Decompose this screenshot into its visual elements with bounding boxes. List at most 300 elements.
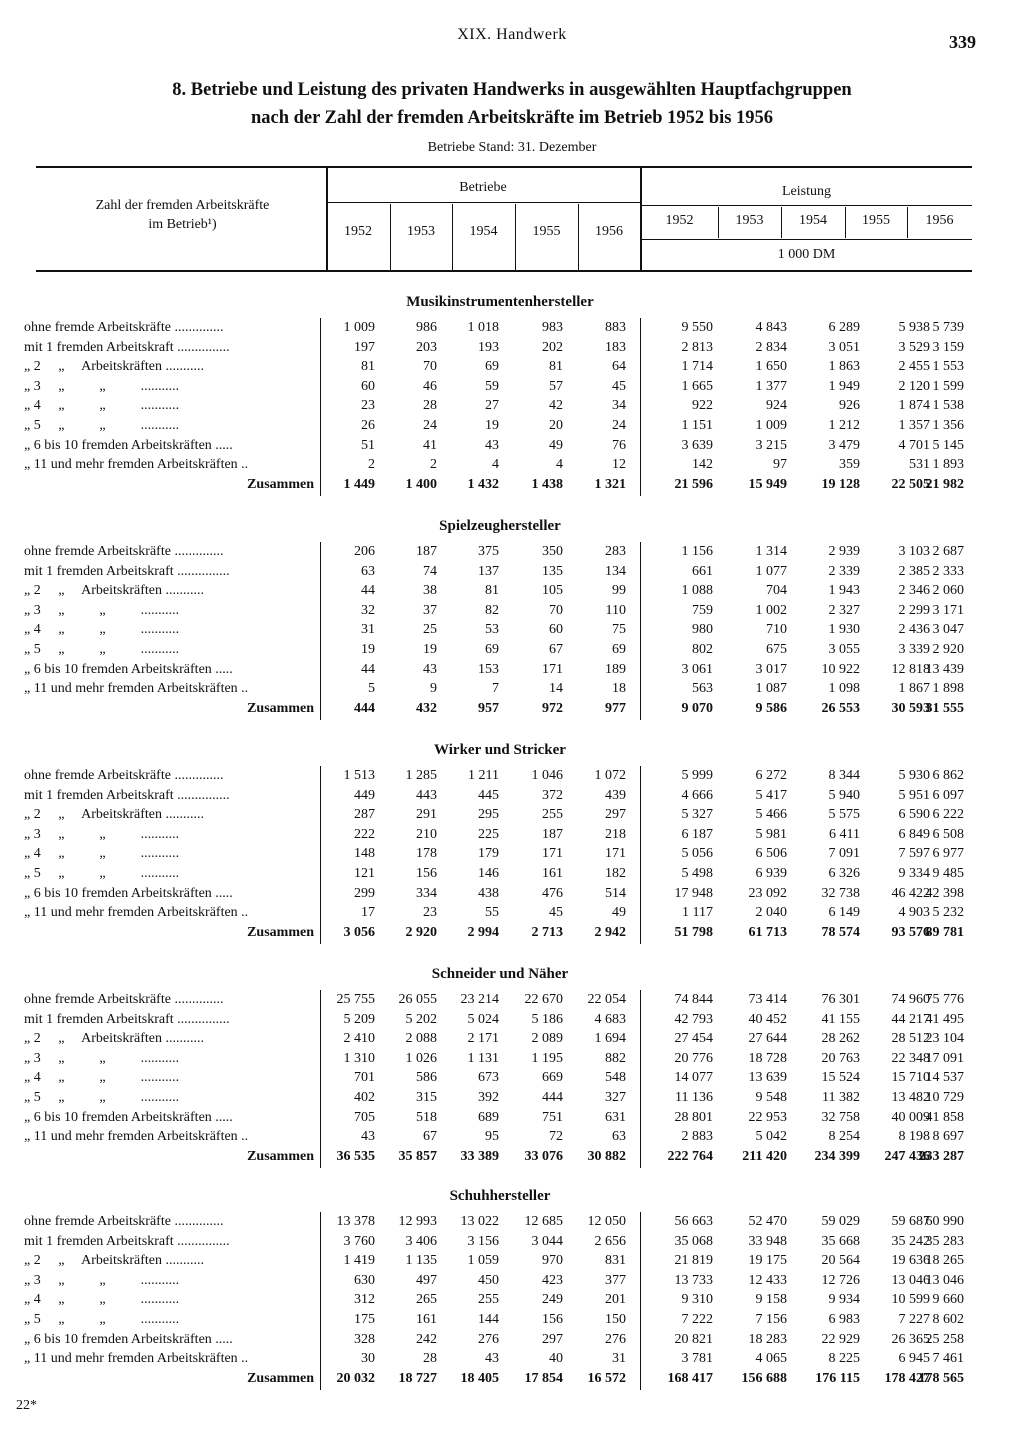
table-cell: 110 (605, 602, 626, 618)
table-cell: 56 663 (674, 1214, 713, 1229)
table-cell: 74 844 (674, 992, 713, 1007)
table-cell: 19 (485, 418, 499, 433)
table-cell: 7 227 (898, 1312, 930, 1327)
table-cell: 2 656 (594, 1233, 626, 1249)
table-cell: 30 (361, 1351, 375, 1367)
table-cell: 150 (605, 1312, 626, 1327)
row-label: „ 3 „ „ ........... (24, 826, 180, 842)
table-cell: 4 (556, 457, 563, 473)
table-cell: 40 452 (748, 1011, 787, 1027)
row-label: „ 3 „ „ ........... (24, 1272, 180, 1288)
table-cell: 13 482 (891, 1090, 930, 1105)
running-head: XIX. Handwerk (457, 26, 567, 43)
total-cell: 9 070 (681, 700, 713, 716)
row-label: „ 3 „ „ ........... (24, 602, 180, 618)
table-cell: 287 (354, 807, 375, 823)
table-cell: 75 776 (925, 992, 964, 1007)
header-col-rule (390, 204, 391, 270)
table-cell: 19 175 (748, 1253, 787, 1269)
table-cell: 439 (605, 787, 626, 803)
table-cell: 6 289 (828, 320, 860, 335)
table-title-line-2: nach der Zahl der fremden Arbeitskräfte im Betrieb 1952 bis 1956 (250, 108, 774, 128)
table-cell: 630 (354, 1272, 375, 1288)
table-cell: 5 940 (828, 787, 860, 803)
table-cell: 1 650 (755, 359, 787, 375)
table-cell: 6 977 (932, 846, 964, 862)
table-cell: 6 508 (932, 826, 964, 842)
row-header-line-2: im Betrieb¹) (148, 217, 217, 232)
table-cell: 1 046 (531, 768, 563, 783)
table-cell: 759 (692, 602, 713, 618)
row-label: „ 4 „ „ ........... (24, 622, 180, 638)
total-cell: 432 (416, 700, 437, 716)
table-cell: 4 843 (755, 320, 787, 335)
row-label: „ 4 „ „ ........... (24, 1070, 180, 1086)
table-cell: 22 054 (587, 992, 626, 1007)
table-cell: 5 327 (681, 807, 713, 823)
table-cell: 11 382 (822, 1090, 860, 1105)
total-cell: 1 438 (531, 476, 563, 492)
table-cell: 22 348 (891, 1050, 930, 1066)
table-cell: 171 (605, 846, 626, 862)
table-cell: 52 470 (748, 1214, 787, 1229)
year-header-leistung-1955: 1955 (862, 213, 890, 228)
table-cell: 4 701 (898, 437, 930, 453)
table-cell: 1 665 (681, 378, 713, 394)
table-cell: 9 310 (681, 1292, 713, 1308)
table-cell: 675 (766, 642, 787, 657)
row-label: mit 1 fremden Arbeitskraft ............... (24, 339, 230, 355)
table-cell: 5 024 (467, 1011, 499, 1027)
table-cell: 1 893 (932, 457, 964, 473)
betriebe-group-rule (326, 202, 640, 203)
table-cell: 28 512 (891, 1031, 930, 1047)
table-cell: 312 (354, 1292, 375, 1308)
total-cell: 61 713 (748, 924, 787, 940)
table-cell: 3 781 (681, 1351, 713, 1367)
total-cell: 977 (605, 700, 626, 716)
table-cell: 3 529 (898, 339, 930, 355)
total-cell: 16 572 (587, 1370, 626, 1386)
table-cell: 1 310 (343, 1050, 375, 1066)
table-cell: 3 171 (932, 602, 964, 618)
table-cell: 751 (542, 1109, 563, 1125)
total-cell: 1 449 (343, 476, 375, 492)
table-cell: 6 945 (898, 1351, 930, 1367)
table-cell: 883 (605, 320, 626, 335)
table-cell: 28 801 (674, 1109, 713, 1125)
year-header-betriebe-1953: 1953 (407, 224, 435, 239)
table-cell: 46 (423, 378, 437, 394)
table-cell: 3 051 (828, 339, 860, 355)
table-cell: 9 660 (932, 1292, 964, 1308)
table-cell: 3 061 (681, 661, 713, 677)
table-cell: 5 232 (932, 905, 964, 921)
table-cell: 13 439 (925, 661, 964, 677)
table-cell: 375 (478, 544, 499, 559)
table-cell: 3 406 (405, 1233, 437, 1249)
table-cell: 210 (416, 826, 437, 842)
table-cell: 13 639 (748, 1070, 787, 1086)
table-cell: 13 733 (674, 1272, 713, 1288)
table-cell: 1 059 (467, 1253, 499, 1269)
table-cell: 34 (612, 398, 626, 414)
table-cell: 673 (478, 1070, 499, 1086)
table-cell: 19 (423, 642, 437, 657)
table-cell: 75 (612, 622, 626, 638)
table-cell: 1 212 (828, 418, 860, 433)
table-cell: 13 046 (925, 1272, 964, 1288)
row-label: „ 5 „ „ ........... (24, 1312, 180, 1327)
table-cell: 99 (612, 583, 626, 599)
header-col-rule (640, 168, 642, 270)
total-cell: 51 798 (674, 924, 713, 940)
table-cell: 4 065 (755, 1351, 787, 1367)
table-cell: 28 262 (821, 1031, 860, 1047)
table-cell: 2 455 (898, 359, 930, 375)
total-cell: 18 405 (460, 1370, 499, 1386)
total-cell: 15 949 (748, 476, 787, 492)
table-cell: 1 714 (681, 359, 713, 375)
table-cell: 41 (423, 437, 437, 453)
table-cell: 443 (416, 787, 437, 803)
table-cell: 225 (478, 826, 499, 842)
table-cell: 148 (354, 846, 375, 862)
row-label: mit 1 fremden Arbeitskraft ............... (24, 1011, 230, 1027)
row-label: ohne fremde Arbeitskräfte .............. (24, 320, 224, 335)
total-cell: 36 535 (336, 1148, 375, 1164)
table-cell: 43 (485, 437, 499, 453)
header-col-rule (718, 207, 719, 238)
total-row-label: Zusammen (247, 476, 314, 492)
table-cell: 514 (605, 885, 626, 901)
table-cell: 2 088 (405, 1031, 437, 1047)
table-cell: 359 (839, 457, 860, 473)
table-cell: 350 (542, 544, 563, 559)
table-cell: 69 (612, 642, 626, 657)
table-cell: 26 (361, 418, 375, 433)
total-cell: 2 920 (405, 924, 437, 940)
table-cell: 70 (423, 359, 437, 375)
table-cell: 20 (549, 418, 563, 433)
table-cell: 19 636 (891, 1253, 930, 1269)
table-cell: 2 299 (898, 602, 930, 618)
table-cell: 95 (485, 1129, 499, 1145)
row-label: „ 11 und mehr fremden Arbeitskräften .. (24, 1351, 249, 1367)
table-cell: 3 047 (932, 622, 964, 638)
table-cell: 22 929 (821, 1331, 860, 1347)
table-cell: 22 670 (524, 992, 563, 1007)
total-cell: 21 596 (674, 476, 713, 492)
table-cell: 704 (766, 583, 787, 599)
table-cell: 438 (478, 885, 499, 901)
table-cell: 134 (605, 563, 626, 579)
table-cell: 81 (485, 583, 499, 599)
row-label: „ 6 bis 10 fremden Arbeitskräften ..... (24, 1109, 233, 1125)
section-title: Musikinstrumentenhersteller (406, 294, 594, 310)
table-cell: 179 (478, 846, 499, 862)
table-cell: 9 548 (755, 1090, 787, 1105)
table-cell: 2 (368, 457, 375, 473)
table-cell: 20 564 (821, 1253, 860, 1269)
table-cell: 2 834 (755, 339, 787, 355)
group-header-leistung: Leistung (782, 184, 831, 199)
row-header-line-1: Zahl der fremden Arbeitskräfte (95, 198, 270, 213)
table-cell: 156 (542, 1312, 563, 1327)
table-cell: 445 (478, 787, 499, 803)
table-cell: 32 738 (821, 885, 860, 901)
table-cell: 57 (549, 378, 563, 394)
table-cell: 255 (542, 807, 563, 823)
table-cell: 171 (542, 661, 563, 677)
table-cell: 27 454 (674, 1031, 713, 1047)
table-cell: 1 009 (755, 418, 787, 433)
table-cell: 6 222 (932, 807, 964, 823)
table-cell: 276 (605, 1331, 626, 1347)
table-cell: 1 538 (932, 398, 964, 414)
total-cell: 247 436 (884, 1148, 930, 1164)
table-cell: 20 763 (821, 1050, 860, 1066)
row-label: „ 11 und mehr fremden Arbeitskräften .. (24, 457, 249, 473)
table-cell: 705 (354, 1109, 375, 1125)
total-cell: 2 713 (531, 924, 563, 940)
table-cell: 882 (605, 1050, 626, 1066)
table-cell: 60 (361, 378, 375, 394)
row-label: „ 5 „ „ ........... (24, 866, 180, 881)
table-cell: 32 758 (821, 1109, 860, 1125)
table-cell: 44 (361, 583, 375, 599)
table-cell: 137 (478, 563, 499, 579)
table-cell: 187 (542, 826, 563, 842)
table-cell: 1 513 (343, 768, 375, 783)
row-label: ohne fremde Arbeitskräfte .............. (24, 1214, 224, 1229)
table-cell: 23 (423, 905, 437, 921)
table-cell: 283 (605, 544, 626, 559)
section-title: Spielzeughersteller (439, 518, 561, 534)
table-cell: 2 120 (898, 378, 930, 394)
table-cell: 402 (354, 1090, 375, 1105)
leistung-unit-rule (641, 239, 972, 240)
table-cell: 43 (361, 1129, 375, 1145)
table-cell: 922 (692, 398, 713, 414)
header-col-rule (326, 168, 328, 270)
table-cell: 4 (492, 457, 499, 473)
row-label: „ 11 und mehr fremden Arbeitskräften .. (24, 905, 249, 921)
total-cell: 26 553 (821, 700, 860, 716)
year-header-betriebe-1956: 1956 (595, 224, 623, 239)
table-cell: 42 793 (674, 1011, 713, 1027)
total-cell: 234 399 (814, 1148, 860, 1164)
table-cell: 5 056 (681, 846, 713, 862)
table-cell: 70 (549, 602, 563, 618)
total-row-label: Zusammen (247, 1370, 314, 1386)
table-cell: 3 017 (755, 661, 787, 677)
row-label: ohne fremde Arbeitskräfte .............. (24, 992, 224, 1007)
table-cell: 295 (478, 807, 499, 823)
table-cell: 14 (549, 681, 563, 697)
total-row-label: Zusammen (247, 924, 314, 940)
table-cell: 193 (478, 339, 499, 355)
table-cell: 1 949 (828, 378, 860, 394)
table-cell: 63 (361, 563, 375, 579)
leistung-group-rule (641, 205, 972, 206)
table-cell: 8 254 (828, 1129, 860, 1145)
table-cell: 926 (839, 398, 860, 414)
table-cell: 7 461 (932, 1351, 964, 1367)
table-cell: 76 301 (821, 992, 860, 1007)
table-cell: 2 (430, 457, 437, 473)
section-title: Schneider und Näher (431, 966, 569, 982)
table-cell: 970 (542, 1253, 563, 1269)
row-label: mit 1 fremden Arbeitskraft ............... (24, 1233, 230, 1249)
table-cell: 12 818 (891, 661, 930, 677)
table-cell: 6 326 (828, 866, 860, 881)
table-cell: 76 (612, 437, 626, 453)
table-cell: 249 (542, 1292, 563, 1308)
table-cell: 6 272 (755, 768, 787, 783)
table-cell: 2 813 (681, 339, 713, 355)
table-cell: 8 697 (932, 1129, 964, 1145)
table-cell: 49 (612, 905, 626, 921)
table-cell: 13 022 (460, 1214, 499, 1229)
table-cell: 20 821 (674, 1331, 713, 1347)
table-cell: 8 225 (828, 1351, 860, 1367)
table-cell: 661 (692, 563, 713, 579)
total-cell: 233 287 (918, 1148, 964, 1164)
table-cell: 1 087 (755, 681, 787, 697)
table-cell: 1 419 (343, 1253, 375, 1269)
table-cell: 586 (416, 1070, 437, 1086)
table-cell: 15 710 (891, 1070, 930, 1086)
row-label: „ 6 bis 10 fremden Arbeitskräften ..... (24, 885, 233, 901)
total-cell: 93 576 (891, 924, 930, 940)
table-cell: 669 (542, 1070, 563, 1086)
table-cell: 1 077 (755, 563, 787, 579)
table-cell: 59 029 (821, 1214, 860, 1229)
table-cell: 7 597 (898, 846, 930, 862)
table-cell: 142 (692, 457, 713, 473)
year-header-leistung-1954: 1954 (799, 213, 827, 228)
table-cell: 105 (542, 583, 563, 599)
table-cell: 35 068 (674, 1233, 713, 1249)
table-cell: 42 (549, 398, 563, 414)
table-cell: 5 042 (755, 1129, 787, 1145)
table-cell: 12 050 (587, 1214, 626, 1229)
table-cell: 5 202 (405, 1011, 437, 1027)
row-header (40, 196, 325, 234)
table-cell: 5 145 (932, 437, 964, 453)
row-label: „ 5 „ „ ........... (24, 642, 180, 657)
table-cell: 392 (478, 1090, 499, 1105)
table-cell: 2 883 (681, 1129, 713, 1145)
table-cell: 255 (478, 1292, 499, 1308)
section-title: Wirker und Stricker (434, 742, 566, 758)
table-cell: 45 (549, 905, 563, 921)
table-cell: 3 639 (681, 437, 713, 453)
table-cell: 43 (423, 661, 437, 677)
table-cell: 8 198 (898, 1129, 930, 1145)
table-cell: 18 (612, 681, 626, 697)
table-cell: 55 (485, 905, 499, 921)
table-cell: 26 365 (891, 1331, 930, 1347)
table-cell: 21 819 (674, 1253, 713, 1269)
total-cell: 222 764 (667, 1148, 713, 1164)
total-cell: 211 420 (742, 1148, 787, 1164)
table-cell: 12 (612, 457, 626, 473)
total-cell: 20 032 (336, 1370, 375, 1386)
year-header-leistung-1953: 1953 (735, 213, 764, 228)
row-label: „ 2 „ Arbeitskräften ........... (24, 1031, 205, 1047)
unit-header-leistung: 1 000 DM (777, 247, 836, 262)
table-cell: 25 258 (925, 1331, 964, 1347)
table-cell: 9 158 (755, 1292, 787, 1308)
total-row-label: Zusammen (247, 1148, 314, 1164)
table-cell: 18 283 (748, 1331, 787, 1347)
header-col-rule (515, 204, 516, 270)
table-cell: 2 089 (531, 1031, 563, 1047)
total-cell: 9 586 (755, 700, 787, 716)
table-cell: 2 385 (898, 563, 930, 579)
table-cell: 27 644 (748, 1031, 787, 1047)
table-cell: 9 (430, 681, 437, 697)
total-cell: 1 400 (405, 476, 437, 492)
table-cell: 6 849 (898, 826, 930, 842)
table-cell: 9 485 (932, 866, 964, 881)
table-cell: 25 (423, 622, 437, 638)
row-label: „ 2 „ Arbeitskräften ........... (24, 1253, 205, 1269)
table-cell: 2 040 (755, 905, 787, 921)
total-cell: 168 417 (667, 1370, 713, 1386)
table-cell: 49 (549, 437, 563, 453)
table-cell: 35 283 (925, 1233, 964, 1249)
table-cell: 59 (485, 378, 499, 394)
table-cell: 201 (605, 1292, 626, 1308)
total-row-label: Zusammen (247, 700, 314, 716)
table-cell: 17 948 (674, 885, 713, 901)
row-label: „ 11 und mehr fremden Arbeitskräften .. (24, 681, 249, 697)
table-cell: 710 (766, 622, 787, 638)
table-cell: 15 524 (821, 1070, 860, 1086)
table-cell: 18 265 (925, 1253, 964, 1269)
row-label: „ 4 „ „ ........... (24, 1292, 180, 1308)
table-cell: 9 550 (681, 320, 713, 335)
total-cell: 2 994 (467, 924, 499, 940)
table-cell: 377 (605, 1272, 626, 1288)
table-cell: 5 981 (755, 826, 787, 842)
table-cell: 14 537 (925, 1070, 964, 1086)
table-cell: 1 285 (405, 768, 437, 783)
table-cell: 19 (361, 642, 375, 657)
table-cell: 81 (361, 359, 375, 375)
table-cell: 1 009 (343, 320, 375, 335)
table-cell: 297 (605, 807, 626, 823)
table-cell: 444 (542, 1090, 563, 1105)
table-cell: 2 687 (932, 544, 964, 559)
table-cell: 563 (692, 681, 713, 697)
table-cell: 60 (549, 622, 563, 638)
total-cell: 1 432 (467, 476, 499, 492)
year-header-leistung-1952: 1952 (665, 213, 694, 228)
table-cell: 37 (423, 602, 437, 618)
table-cell: 2 339 (828, 563, 860, 579)
row-label: „ 6 bis 10 fremden Arbeitskräften ..... (24, 661, 233, 677)
table-cell: 689 (478, 1109, 499, 1125)
table-cell: 28 (423, 1351, 437, 1367)
table-cell: 43 (485, 1351, 499, 1367)
total-cell: 2 942 (594, 924, 626, 940)
table-cell: 1 117 (682, 905, 713, 921)
table-cell: 1 694 (594, 1031, 626, 1047)
